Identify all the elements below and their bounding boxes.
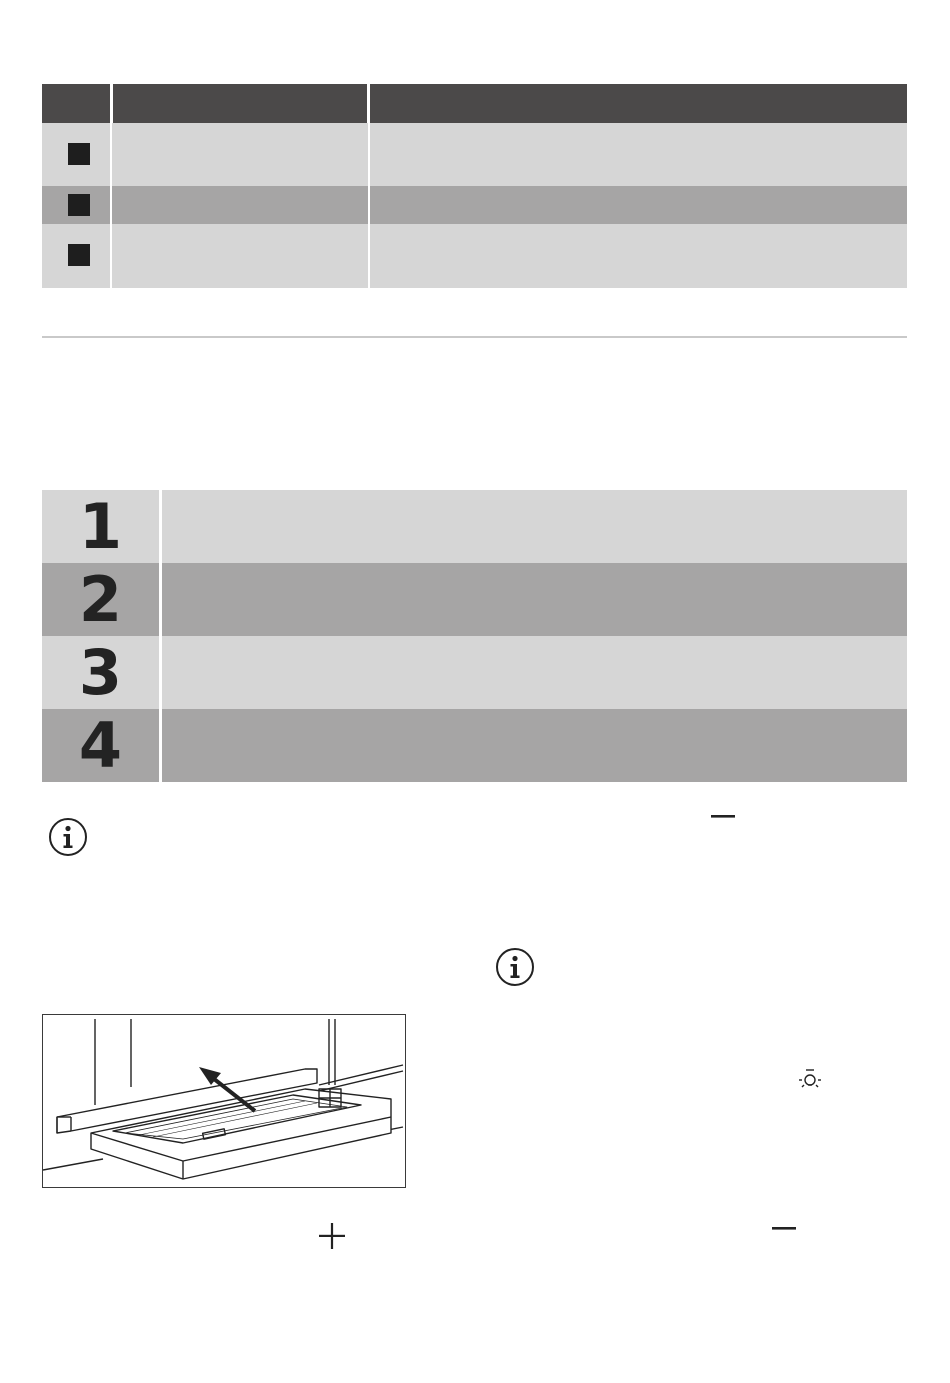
table-row — [42, 224, 907, 288]
square-marker-icon — [68, 194, 90, 216]
square-marker-icon — [68, 143, 90, 165]
step-number: 4 — [78, 708, 123, 782]
info-icon — [48, 817, 88, 857]
section-divider — [42, 336, 907, 338]
column-divider — [110, 186, 112, 224]
table-row — [42, 123, 907, 186]
step-number: 3 — [78, 635, 123, 709]
column-divider — [368, 224, 370, 288]
minus-icon — [710, 808, 736, 824]
column-divider — [368, 186, 370, 224]
step-row-4 — [42, 709, 907, 782]
step-row-2 — [42, 563, 907, 636]
square-marker-icon — [68, 244, 90, 266]
step-number: 2 — [78, 562, 123, 636]
column-divider — [159, 709, 162, 782]
info-icon — [495, 947, 535, 987]
header-divider — [367, 84, 370, 123]
column-divider — [110, 224, 112, 288]
column-divider — [110, 123, 112, 186]
cooker-hood-figure — [42, 1014, 406, 1188]
minus-icon — [771, 1220, 797, 1236]
table-row — [42, 186, 907, 224]
column-divider — [159, 490, 162, 563]
table-header — [42, 84, 907, 123]
plus-icon — [318, 1222, 346, 1250]
light-bulb-icon — [796, 1066, 824, 1094]
step-number: 1 — [78, 489, 123, 563]
cooker-hood-pull-out-illustration — [43, 1015, 405, 1187]
header-divider — [110, 84, 113, 123]
column-divider — [368, 123, 370, 186]
step-row-3 — [42, 636, 907, 709]
column-divider — [159, 636, 162, 709]
step-row-1 — [42, 490, 907, 563]
column-divider — [159, 563, 162, 636]
